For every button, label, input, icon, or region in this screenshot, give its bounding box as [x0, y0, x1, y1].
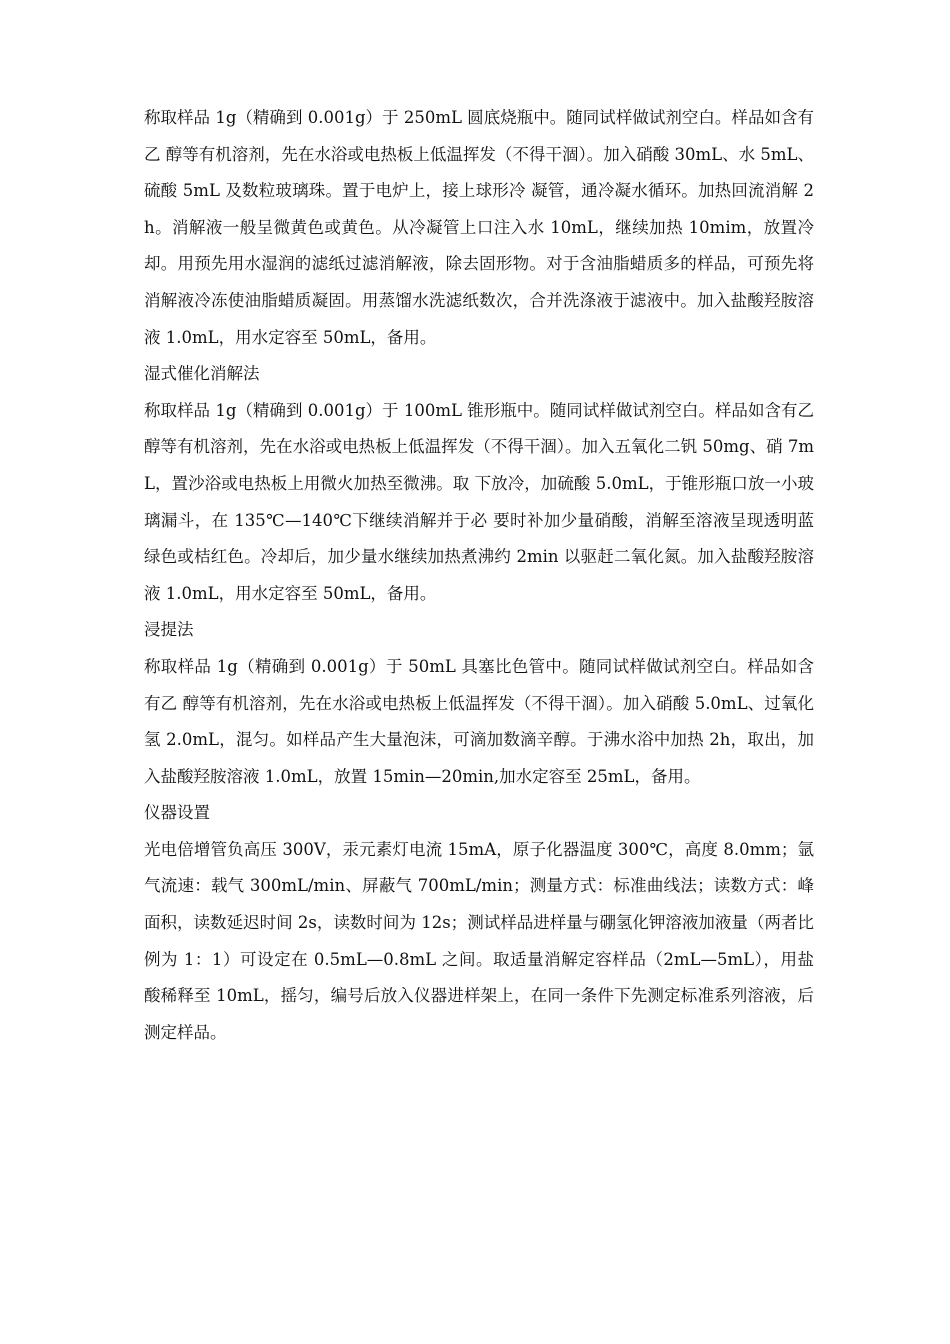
document-body — [144, 100, 814, 1051]
paragraph-immersion-extraction: 称取样品 1g（精确到 0.001g）于 50mL 具塞比色管中。随同试样做试剂空白。样品如含有乙 醇等有机溶剂，先在水浴或电热板上低温挥发（不得干涸）。加入硝酸 5.0mL、过氧化氢 2.0mL，混匀。如样品产生大量泡沫，可滴加数滴辛醇。于沸水浴中加热 2h，取出，加入盐酸羟胺溶液 1.0mL，放置 15min—20min,加水定容至 25mL，备用。 — [144, 656, 814, 786]
heading-immersion-extraction: 浸提法 — [144, 620, 194, 640]
heading-instrument-settings: 仪器设置 — [144, 803, 210, 823]
paragraph-reflux-digestion: 称取样品 1g（精确到 0.001g）于 250mL 圆底烧瓶中。随同试样做试剂空白。样品如含有乙 醇等有机溶剂，先在水浴或电热板上低温挥发（不得干涸）。加入硝酸 30mL、水 5mL、硫酸 5mL 及数粒玻璃珠。置于电炉上，接上球形冷 凝管，通冷凝水循环。加热回流消解 2h。消解液一般呈微黄色或黄色。从冷凝管上口注入水 10mL，继续加热 10mim，放置冷却。用预先用水湿润的滤纸过滤消解液，除去固形物。对于含油脂蜡质多的样品，可预先将消解液冷冻使油脂蜡质凝固。用蒸馏水洗滤纸数次，合并洗涤液于滤液中。加入盐酸羟胺溶液 1.0mL，用水定容至 50mL，备用。 — [144, 108, 814, 347]
paragraph-instrument-settings: 光电倍增管负高压 300V，汞元素灯电流 15mA，原子化器温度 300℃，高度 8.0mm；氩气流速：载气 300mL/min、屏蔽气 700mL/min；测量方式：标准曲线法；读数方式：峰面积，读数延迟时间 2s，读数时间为 12s；测试样品进样量与硼氢化钾溶液加液量（两者比例为 1：1）可设定在 0.5mL—0.8mL 之间。取适量消解定容样品（2mL—5mL），用盐酸稀释至 10mL，摇匀，编号后放入仪器进样架上，在同一条件下先测定标准系列溶液，后测定样品。 — [144, 839, 814, 1042]
heading-wet-catalytic-digestion: 湿式催化消解法 — [144, 364, 260, 384]
paragraph-wet-catalytic-digestion: 称取样品 1g（精确到 0.001g）于 100mL 锥形瓶中。随同试样做试剂空白。样品如含有乙醇等有机溶剂，先在水浴或电热板上低温挥发（不得干涸）。加入五氧化二钒 50mg、硝 7mL，置沙浴或电热板上用微火加热至微沸。取 下放冷，加硫酸 5.0mL，于锥形瓶口放一小玻璃漏斗，在 135℃—140℃下继续消解并于必 要时补加少量硝酸，消解至溶液呈现透明蓝绿色或桔红色。冷却后，加少量水继续加热煮沸约 2min 以驱赶二氧化氮。加入盐酸羟胺溶液 1.0mL，用水定容至 50mL，备用。 — [144, 400, 814, 603]
